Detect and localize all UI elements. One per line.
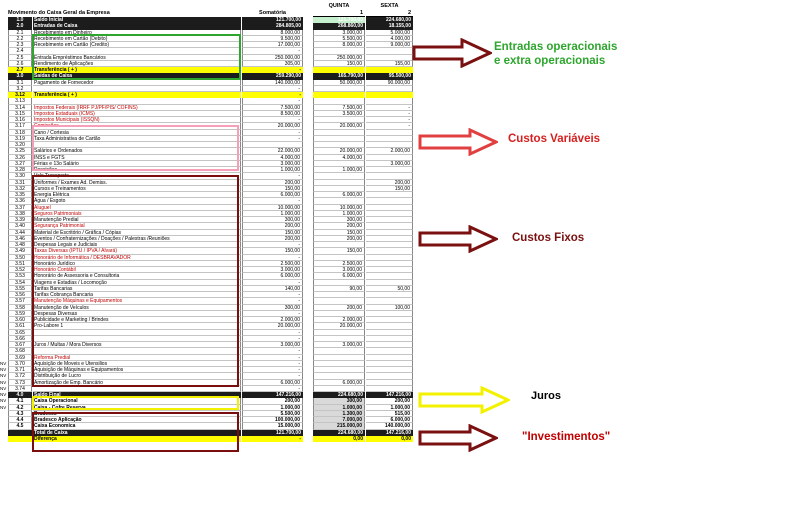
row-quinta[interactable]: 5.500,00 [313, 36, 365, 42]
row-somatoria[interactable]: 259.290,00 [242, 73, 303, 79]
row-code[interactable]: 2.6 [8, 61, 32, 67]
arrow-entradas-icon [412, 38, 492, 68]
nv-fragment: NV [0, 360, 7, 366]
row-somatoria[interactable]: - [242, 336, 303, 342]
row-quinta[interactable]: 1.300,00 [313, 411, 365, 417]
row-somatoria[interactable]: 1.000,00 [242, 405, 303, 411]
row-description[interactable]: Segurança Patrimonial [33, 223, 241, 229]
row-sexta[interactable]: 1.000,00 [366, 405, 413, 411]
row-somatoria[interactable]: 20.000,00 [242, 123, 303, 129]
row-quinta[interactable]: 3.000,00 [313, 342, 365, 348]
row-code[interactable]: 3.58 [8, 305, 32, 311]
row-sexta[interactable]: 18.155,00 [366, 23, 413, 29]
row-description[interactable]: Uniformes / Exames Ad. Demiss. [33, 180, 241, 186]
row-somatoria[interactable]: - [242, 255, 303, 261]
row-description[interactable]: Tarifas Bancarias [33, 286, 241, 292]
row-code[interactable]: 3.18 [8, 130, 32, 136]
row-code[interactable]: 3.73 [8, 380, 32, 386]
row-description[interactable]: Salários e Ordenados [33, 148, 241, 154]
row-somatoria[interactable]: 200,00 [242, 223, 303, 229]
row-sexta[interactable]: - [366, 111, 413, 117]
box-entradas [32, 34, 241, 80]
row-description[interactable]: Energia Elétrica [33, 192, 241, 198]
row-quinta[interactable]: 215.000,00 [313, 423, 365, 429]
row-quinta[interactable]: 3.500,00 [313, 111, 365, 117]
row-somatoria[interactable]: 9.500,00 [242, 36, 303, 42]
row-description[interactable]: Publicidade e Marketing / Brindes [33, 317, 241, 323]
row-description[interactable]: Eventos / Confraternizações / Doações / Palestras /Reuniões [33, 236, 241, 242]
row-somatoria[interactable]: - [242, 86, 303, 92]
row-code[interactable]: 3.71 [8, 367, 32, 373]
row-code[interactable]: 3.72 [8, 373, 32, 379]
row-code[interactable]: 3.1 [8, 80, 32, 86]
row-code[interactable]: 4.5 [8, 423, 32, 429]
row-sexta[interactable]: 100,00 [366, 305, 413, 311]
row-somatoria[interactable]: 20.000,00 [242, 323, 303, 329]
row-sexta[interactable]: 155,00 [366, 61, 413, 67]
row-description[interactable]: Pro-Labore 1 [33, 323, 241, 329]
row-code[interactable]: 3.28 [8, 167, 32, 173]
row-sexta[interactable]: 95.500,00 [366, 73, 413, 79]
row-somatoria[interactable]: 100.000,00 [242, 417, 303, 423]
row-somatoria[interactable]: 150,00 [242, 186, 303, 192]
row-quinta[interactable]: 1.000,00 [313, 211, 365, 217]
row-description[interactable]: Transferência ( + ) [33, 92, 241, 98]
row-description[interactable]: Impostos Estaduais (ICMS) [33, 111, 241, 117]
row-quinta[interactable]: 8.000,00 [313, 42, 365, 48]
row-quinta[interactable]: 1.000,00 [313, 167, 365, 173]
header-somatoria: Somatória [259, 10, 286, 16]
row-quinta[interactable]: 3.000,00 [313, 267, 365, 273]
row-quinta[interactable]: 6.000,00 [313, 273, 365, 279]
row-somatoria[interactable]: - [242, 280, 303, 286]
row-description[interactable]: Saídas de Caixa [33, 73, 241, 79]
row-somatoria[interactable]: - [242, 136, 303, 142]
row-description[interactable]: Seguros Patrimoniais [33, 211, 241, 217]
row-code[interactable]: 3.20 [8, 142, 32, 148]
row-somatoria[interactable]: 200,00 [242, 398, 303, 404]
row-quinta[interactable]: 200,00 [313, 305, 365, 311]
row-quinta[interactable]: 7.000,00 [313, 417, 365, 423]
header-quinta: QUINTA [328, 3, 350, 9]
row-sexta[interactable]: 147.216,00 [366, 430, 413, 436]
row-description[interactable]: Taxas Diversas (IPTU / IPVA / Alvará) [33, 248, 241, 254]
row-code[interactable]: 3.15 [8, 111, 32, 117]
label-fixos: Custos Fixos [512, 232, 585, 244]
row-description[interactable]: Aquisição de Moveis e Utensilios [33, 361, 241, 367]
row-code[interactable]: 2.5 [8, 55, 32, 61]
row-somatoria[interactable]: 300,00 [242, 217, 303, 223]
row-code[interactable]: 3.66 [8, 336, 32, 342]
row-somatoria[interactable]: - [242, 436, 303, 442]
row-description[interactable]: Rescisões [33, 167, 241, 173]
row-somatoria[interactable]: - [242, 48, 303, 54]
row-description[interactable]: Vale Transporte [33, 173, 241, 179]
row-description[interactable]: Despesas Diversas [33, 311, 241, 317]
row-code[interactable]: 3.68 [8, 348, 32, 354]
row-code[interactable]: 3.61 [8, 323, 32, 329]
nv-fragment: NV [0, 373, 7, 379]
row-sexta[interactable]: 147.216,00 [366, 392, 413, 398]
row-somatoria[interactable]: 121.700,00 [242, 17, 303, 23]
row-quinta[interactable]: 2.500,00 [313, 261, 365, 267]
row-code[interactable]: 3.49 [8, 248, 32, 254]
row-description[interactable]: Diferença [33, 436, 241, 442]
row-code[interactable]: 4.1 [8, 398, 32, 404]
row-code[interactable]: 3.44 [8, 230, 32, 236]
row-code[interactable]: 2.7 [8, 67, 32, 73]
row-somatoria[interactable]: 5.500,00 [242, 411, 303, 417]
row-quinta[interactable]: 0,00 [313, 436, 365, 442]
row-description[interactable]: Caixa - Cofre Reserva [33, 405, 241, 411]
row-code[interactable]: 3.2 [8, 86, 32, 92]
row-somatoria[interactable]: 4.000,00 [242, 155, 303, 161]
row-code[interactable]: 3.16 [8, 117, 32, 123]
row-description[interactable]: INSS e FGTS [33, 155, 241, 161]
row-description[interactable]: Cursos e Treinamentos [33, 186, 241, 192]
row-somatoria[interactable]: - [242, 173, 303, 179]
row-sexta[interactable]: 2.000,00 [366, 148, 413, 154]
row-code[interactable]: 3.25 [8, 148, 32, 154]
row-somatoria[interactable]: 17.000,00 [242, 42, 303, 48]
row-code[interactable]: 2.1 [8, 30, 32, 36]
row-description[interactable]: Honorário de Assessoria e Consultoria [33, 273, 241, 279]
row-code[interactable]: 3.50 [8, 255, 32, 261]
row-sexta[interactable]: 224.680,00 [366, 17, 413, 23]
row-quinta[interactable]: 90,00 [313, 286, 365, 292]
row-description[interactable]: Recebimento em Cartão (Credito) [33, 42, 241, 48]
row-sexta[interactable]: - [366, 117, 413, 123]
row-quinta[interactable]: 2.000,00 [313, 317, 365, 323]
row-description[interactable]: Caixa Economica [33, 423, 241, 429]
row-somatoria[interactable]: - [242, 311, 303, 317]
row-description[interactable]: Água / Esgoto [33, 198, 241, 204]
row-somatoria[interactable]: 1.000,00 [242, 211, 303, 217]
row-sexta[interactable]: 150,00 [366, 186, 413, 192]
row-description[interactable]: Recebimento em Cartão (Debito) [33, 36, 241, 42]
row-somatoria[interactable]: 2.500,00 [242, 261, 303, 267]
header-quinta-num: 1 [313, 10, 365, 17]
row-code[interactable]: 3.36 [8, 198, 32, 204]
label-variaveis: Custos Variáveis [508, 133, 601, 145]
row-code[interactable]: 2.0 [8, 23, 32, 29]
nv-fragment: NV [0, 404, 7, 410]
row-code[interactable]: 3.19 [8, 136, 32, 142]
row-quinta[interactable]: 6.000,00 [313, 380, 365, 386]
header-sexta: SEXTA [380, 3, 399, 9]
row-quinta[interactable]: 224.680,00 [313, 392, 365, 398]
row-code[interactable]: 3.56 [8, 292, 32, 298]
row-code[interactable]: 3.65 [8, 330, 32, 336]
arrow-fixos-icon [418, 225, 498, 253]
row-code[interactable]: 3.17 [8, 123, 32, 129]
nv-fragment: NV [0, 385, 7, 391]
row-quinta[interactable]: 250.000,00 [313, 55, 365, 61]
row-description[interactable]: Manutenção de Veículos [33, 305, 241, 311]
row-description[interactable]: Férias e 13o Salário [33, 161, 241, 167]
row-somatoria[interactable]: - [242, 98, 303, 104]
row-sexta[interactable]: 6.000,00 [366, 417, 413, 423]
row-sexta[interactable]: 515,00 [366, 411, 413, 417]
row-description[interactable]: Aluguel [33, 205, 241, 211]
row-description[interactable]: Entradas de Caixa [33, 23, 241, 29]
row-somatoria[interactable]: 121.700,00 [242, 430, 303, 436]
row-description[interactable]: Reforma Predial [33, 355, 241, 361]
row-quinta[interactable]: 268.860,00 [313, 23, 365, 29]
row-somatoria[interactable]: 7.500,00 [242, 105, 303, 111]
row-description[interactable]: Honorário Jurídico [33, 261, 241, 267]
row-quinta[interactable]: 150,00 [313, 61, 365, 67]
row-code[interactable] [8, 436, 32, 442]
row-quinta[interactable]: 20.000,00 [313, 123, 365, 129]
row-code[interactable]: 3.46 [8, 236, 32, 242]
row-somatoria[interactable]: - [242, 386, 303, 392]
row-description[interactable]: Aquisição de Máquinas e Equipamentos [33, 367, 241, 373]
row-somatoria[interactable]: - [242, 67, 303, 73]
row-description[interactable]: Manutenção Máquinas e Equipamentos [33, 298, 241, 304]
row-quinta[interactable]: 10.000,00 [313, 205, 365, 211]
row-somatoria[interactable]: - [242, 367, 303, 373]
row-code[interactable]: 3.39 [8, 217, 32, 223]
row-somatoria[interactable]: 147.216,00 [242, 392, 303, 398]
row-somatoria[interactable]: - [242, 130, 303, 136]
row-somatoria[interactable]: - [242, 242, 303, 248]
row-sexta[interactable]: 9.000,00 [366, 42, 413, 48]
row-code[interactable]: 2.2 [8, 36, 32, 42]
row-sexta[interactable]: 4.000,00 [366, 36, 413, 42]
row-description[interactable]: Transferência ( + ) [33, 67, 241, 73]
row-somatoria[interactable]: 6.000,00 [242, 273, 303, 279]
row-code[interactable]: 3.32 [8, 186, 32, 192]
row-code[interactable]: 4.0 [8, 392, 32, 398]
row-quinta[interactable]: 300,00 [313, 398, 365, 404]
row-sexta[interactable]: 140.000,00 [366, 423, 413, 429]
row-sexta[interactable]: - [366, 123, 413, 129]
row-description[interactable]: Entrada Empréstimos Bancários [33, 55, 241, 61]
row-sexta[interactable]: 50,00 [366, 286, 413, 292]
row-quinta[interactable]: 50.000,00 [313, 80, 365, 86]
row-somatoria[interactable]: 15.000,00 [242, 423, 303, 429]
arrow-juros-icon [418, 386, 510, 414]
row-description[interactable]: Juros / Multas / Mora Diversos [33, 342, 241, 348]
row-somatoria[interactable]: 3.000,00 [242, 342, 303, 348]
row-description[interactable]: Saldo Inicial [33, 17, 241, 23]
row-quinta[interactable]: 224.680,00 [313, 430, 365, 436]
row-description[interactable]: Viagens e Estadias / Locomoção [33, 280, 241, 286]
row-somatoria[interactable]: 305,00 [242, 61, 303, 67]
row-quinta[interactable]: 4.000,00 [313, 155, 365, 161]
row-description[interactable]: Taxa Administrativa de Cartão [33, 136, 241, 142]
row-code[interactable]: 3.26 [8, 155, 32, 161]
row-somatoria[interactable]: 150,00 [242, 248, 303, 254]
row-code[interactable]: 3.52 [8, 267, 32, 273]
row-sexta[interactable]: 5.000,00 [366, 30, 413, 36]
header-sexta-num: 2 [366, 10, 413, 17]
row-quinta[interactable]: 200,00 [313, 223, 365, 229]
row-code[interactable]: 3.0 [8, 73, 32, 79]
row-description[interactable]: Despesas Legais e Judiciais [33, 242, 241, 248]
row-code[interactable]: 1.0 [8, 17, 32, 23]
row-description[interactable]: Honorário Contábil [33, 267, 241, 273]
row-somatoria[interactable]: 140,00 [242, 286, 303, 292]
row-code[interactable]: 2.3 [8, 42, 32, 48]
row-code[interactable]: 4.4 [8, 417, 32, 423]
row-code[interactable]: 2.4 [8, 48, 32, 54]
row-quinta[interactable]: 300,00 [313, 217, 365, 223]
row-quinta[interactable]: 200,00 [313, 236, 365, 242]
row-quinta[interactable]: 20.000,00 [313, 323, 365, 329]
row-description[interactable]: Bradesco [33, 411, 241, 417]
row-code[interactable]: 3.48 [8, 242, 32, 248]
row-somatoria[interactable]: 200,00 [242, 236, 303, 242]
row-somatoria[interactable]: - [242, 330, 303, 336]
row-somatoria[interactable]: - [242, 292, 303, 298]
row-code[interactable]: 3.60 [8, 317, 32, 323]
row-somatoria[interactable]: 1.000,00 [242, 167, 303, 173]
row-description[interactable]: Pagamento de Fornecedor [33, 80, 241, 86]
box-juros [32, 396, 239, 410]
row-description[interactable]: Distribuição de Lucro [33, 373, 241, 379]
row-somatoria[interactable]: 284.805,00 [242, 23, 303, 29]
box-investimentos [32, 412, 239, 452]
row-somatoria[interactable]: - [242, 373, 303, 379]
row-quinta[interactable]: 7.500,00 [313, 105, 365, 111]
row-quinta[interactable]: 165.790,00 [313, 73, 365, 79]
row-somatoria[interactable]: 10.000,00 [242, 205, 303, 211]
label-entradas: Entradas operacionais e extra operacionais [494, 41, 618, 67]
nv-fragment: NV [0, 392, 7, 397]
row-somatoria[interactable]: 150,00 [242, 230, 303, 236]
row-code[interactable]: 3.53 [8, 273, 32, 279]
row-somatoria[interactable]: - [242, 355, 303, 361]
row-code[interactable]: 3.31 [8, 180, 32, 186]
row-sexta[interactable]: 200,00 [366, 398, 413, 404]
row-code[interactable]: 3.38 [8, 211, 32, 217]
row-code[interactable]: 3.35 [8, 192, 32, 198]
row-somatoria[interactable]: - [242, 348, 303, 354]
arrow-investimentos-icon [418, 424, 498, 452]
row-code[interactable]: 3.40 [8, 223, 32, 229]
row-quinta[interactable]: 20.000,00 [313, 148, 365, 154]
row-description[interactable]: Bradesco Aplicação [33, 417, 241, 423]
row-somatoria[interactable]: 300,00 [242, 305, 303, 311]
row-quinta[interactable]: 121.700,00 [313, 17, 365, 23]
row-description[interactable]: Total de Caixa [33, 430, 241, 436]
row-code[interactable]: 3.30 [8, 173, 32, 179]
row-somatoria[interactable]: 3.000,00 [242, 267, 303, 273]
box-variaveis [32, 125, 239, 171]
row-description[interactable]: Recebimento em Dinheiro [33, 30, 241, 36]
row-sexta[interactable]: - [366, 105, 413, 111]
row-description[interactable]: Impostos Federais (IRRF PJ/PF/PIS/ COFINS) [33, 105, 241, 111]
row-code[interactable]: 3.51 [8, 261, 32, 267]
row-somatoria[interactable]: 200,00 [242, 180, 303, 186]
row-code[interactable]: 3.37 [8, 205, 32, 211]
row-code[interactable]: 3.54 [8, 280, 32, 286]
row-sexta[interactable]: 3.000,00 [366, 161, 413, 167]
row-code[interactable]: 3.55 [8, 286, 32, 292]
row-somatoria[interactable]: 250.000,00 [242, 55, 303, 61]
row-description[interactable]: Comissões [33, 123, 241, 129]
row-somatoria[interactable]: - [242, 298, 303, 304]
row-somatoria[interactable]: 8.500,00 [242, 111, 303, 117]
row-quinta[interactable]: 150,00 [313, 248, 365, 254]
row-code[interactable]: 3.70 [8, 361, 32, 367]
row-somatoria[interactable]: 6.000,00 [242, 192, 303, 198]
row-sexta[interactable]: 200,00 [366, 180, 413, 186]
row-somatoria[interactable]: 6.000,00 [242, 380, 303, 386]
row-description[interactable]: Honorário de Informática / DESBRAVADOR [33, 255, 241, 261]
nv-fragment: NV [0, 398, 7, 404]
row-somatoria[interactable]: 8.000,00 [242, 30, 303, 36]
row-code[interactable]: 4.2 [8, 405, 32, 411]
row-description[interactable]: Rendimento de Aplicações [33, 61, 241, 67]
row-quinta[interactable]: 6.000,00 [313, 192, 365, 198]
row-description[interactable]: Saldo Final [33, 392, 241, 398]
row-somatoria[interactable]: - [242, 117, 303, 123]
row-description[interactable]: Cano / Cortesia [33, 130, 241, 136]
row-code[interactable]: 3.74 [8, 386, 32, 392]
row-description[interactable]: Impostos Municipais (ISSQN) [33, 117, 241, 123]
row-code[interactable]: 3.13 [8, 98, 32, 104]
row-quinta[interactable]: 3.000,00 [313, 30, 365, 36]
row-somatoria[interactable]: 140.000,00 [242, 80, 303, 86]
row-description[interactable]: Manutenção Predial [33, 217, 241, 223]
row-quinta[interactable]: 150,00 [313, 230, 365, 236]
row-quinta[interactable]: 1.000,00 [313, 405, 365, 411]
row-somatoria[interactable]: - [242, 198, 303, 204]
box-fixos [32, 175, 239, 387]
row-description[interactable]: Amortização de Emp. Bancário [33, 380, 241, 386]
row-somatoria[interactable]: 2.000,00 [242, 317, 303, 323]
row-code[interactable]: 3.57 [8, 298, 32, 304]
row-description[interactable]: Tarifas Cobrança Bancaria [33, 292, 241, 298]
row-code[interactable]: 4.3 [8, 411, 32, 417]
nv-fragment: NV [0, 379, 7, 385]
row-somatoria[interactable]: 22.000,00 [242, 148, 303, 154]
row-description[interactable]: Material de Escritório / Gráfica / Cópias [33, 230, 241, 236]
row-somatoria[interactable]: - [242, 361, 303, 367]
label-juros: Juros [531, 390, 561, 402]
row-description[interactable]: Caixa Operacional [33, 398, 241, 404]
arrow-variaveis-icon [418, 128, 498, 156]
row-code[interactable]: 3.14 [8, 105, 32, 111]
sheet-title: Movimento do Caixa Geral da Empresa [8, 10, 110, 16]
row-code[interactable]: 3.67 [8, 342, 32, 348]
row-code[interactable]: 3.69 [8, 355, 32, 361]
row-sexta[interactable]: 0,00 [366, 436, 413, 442]
row-code[interactable]: 3.59 [8, 311, 32, 317]
row-code[interactable]: 3.12 [8, 92, 32, 98]
row-somatoria[interactable]: - [242, 92, 303, 98]
nv-fragment: NV [0, 367, 7, 372]
row-code[interactable]: 3.27 [8, 161, 32, 167]
row-sexta[interactable]: 90.000,00 [366, 80, 413, 86]
label-investimentos: "Investimentos" [522, 431, 611, 443]
row-somatoria[interactable]: 3.000,00 [242, 161, 303, 167]
